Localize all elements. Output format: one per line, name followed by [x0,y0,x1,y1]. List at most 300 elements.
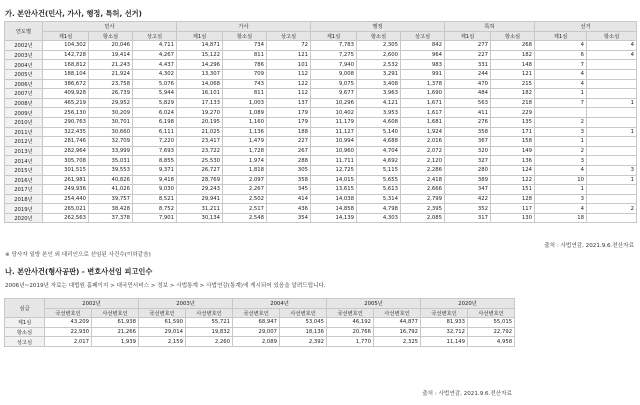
subheader: 항소심 [491,31,535,41]
table-cell: 10,960 [311,146,357,156]
table-row [5,337,515,347]
table-cell: 53,045 [280,318,327,328]
table-row [5,213,637,223]
table-cell: 15,122 [177,50,223,60]
table-cell: 30,134 [177,213,223,223]
table-cell: 20,766 [327,327,374,337]
table-cell: 13,615 [311,185,357,195]
subheader: 제1심 [535,31,587,41]
table-cell: 4 [587,50,637,60]
row-year: 2011년 [5,127,43,137]
table-cell: 2,532 [357,60,401,70]
table-cell: 44,877 [374,318,421,328]
year-header: 2004년 [233,299,327,309]
table-cell: 2,097 [223,175,267,185]
table-cell: 171 [491,127,535,137]
row-year: 2018년 [5,194,43,204]
table-cell: 983 [401,60,445,70]
table-cell: 1 [587,98,637,108]
table-cell: 142,728 [43,50,89,60]
table-cell: 55,721 [186,318,233,328]
table-cell: 1 [587,175,637,185]
table-cell: 811 [223,50,267,60]
table-cell: 13,307 [177,69,223,79]
row-year: 2010년 [5,117,43,127]
subheader: 사선변호인 [186,308,233,318]
subheader: 사선변호인 [374,308,421,318]
table-cell: 4 [535,41,587,51]
table-cell [535,108,587,118]
table-cell: 14,858 [311,204,357,214]
table-cell: 414 [267,194,311,204]
table-cell: 2,305 [357,41,401,51]
row-year: 2017년 [5,185,43,195]
table-cell: 8,855 [133,156,177,166]
subheader: 항소심 [357,31,401,41]
table-cell: 5,944 [133,89,177,99]
table-cell: 39,757 [89,194,133,204]
table-cell: 1,378 [401,79,445,89]
table-cell: 2,600 [357,50,401,60]
table-cell: 148 [491,60,535,70]
table-cell: 7,783 [311,41,357,51]
table-cell: 358 [267,175,311,185]
table-cell: 5,613 [357,185,401,195]
subheader: 국선변호인 [45,308,92,318]
table-cell: 2,016 [401,137,445,147]
table-cell: 9,371 [133,165,177,175]
row-year: 2012년 [5,137,43,147]
table-cell: 1,770 [327,337,374,347]
table-cell: 465,219 [43,98,89,108]
table-cell: 2,325 [374,337,421,347]
table-cell: 563 [445,98,491,108]
table-cell: 23,758 [89,79,133,89]
table-cell: 2 [535,117,587,127]
subheader: 사선변호인 [468,308,515,318]
subheader: 상고심 [401,31,445,41]
table-cell: 22,792 [468,327,515,337]
table-cell: 37,378 [89,213,133,223]
subheader: 상고심 [133,31,177,41]
table-cell: 9,008 [311,69,357,79]
table-cell: 4,437 [133,60,177,70]
table-cell: 14,015 [311,175,357,185]
table-cell: 2 [587,204,637,214]
table-row [5,50,637,60]
table-cell [587,79,637,89]
table-cell: 358 [445,127,491,137]
subheader: 제1심 [177,31,223,41]
table-cell: 1,671 [401,98,445,108]
subheader: 항소심 [223,31,267,41]
table-row [5,137,637,147]
table-cell: 182 [491,50,535,60]
table-cell: 1,617 [401,108,445,118]
table-cell: 151 [491,185,535,195]
table-cell: 367 [445,137,491,147]
table-cell: 354 [267,213,311,223]
table-cell: 1,681 [401,117,445,127]
table-cell: 29,014 [139,327,186,337]
table-cell: 29,952 [89,98,133,108]
table-cell [587,185,637,195]
table-row [5,60,637,70]
table-cell: 2,089 [233,337,280,347]
table-cell: 68,947 [233,318,280,328]
row-year: 2006년 [5,79,43,89]
table-cell: 4 [535,165,587,175]
table-cell: 276 [445,117,491,127]
table-cell: 5,076 [133,79,177,89]
table-cell: 267 [267,146,311,156]
table-cell: 17,133 [177,98,223,108]
table-cell: 4,798 [357,204,401,214]
row-year: 2019년 [5,204,43,214]
table-row [5,185,637,195]
table-cell: 2,085 [401,213,445,223]
table-cell: 811 [223,89,267,99]
table-cell: 389 [445,175,491,185]
table-cell: 4 [535,79,587,89]
table-cell: 254,440 [43,194,89,204]
table-cell: 352 [445,204,491,214]
table-cell: 9,075 [311,79,357,89]
table-cell: 28,769 [177,175,223,185]
subheader: 제1심 [445,31,491,41]
table-cell: 29,941 [177,194,223,204]
table-cell: 8,752 [133,204,177,214]
table-cell: 158 [491,137,535,147]
table-cell: 2,120 [401,156,445,166]
table-cell: 1 [535,137,587,147]
table-cell: 2,072 [401,146,445,156]
row-year: 2002년 [5,41,43,51]
table-cell: 261,981 [43,175,89,185]
table-cell: 282,964 [43,146,89,156]
table-cell: 991 [401,69,445,79]
table-cell: 124 [491,165,535,175]
row-year: 2015년 [5,165,43,175]
section1-note: ※ 당사자 일방 본인 외 대리인으로 선임된 사건수(이하같음) [5,252,151,258]
table-cell: 2,159 [139,337,186,347]
table-cell: 21,924 [89,69,133,79]
table-cell: 12,725 [311,165,357,175]
table-cell: 3 [535,194,587,204]
table-cell: 135 [491,117,535,127]
year-header: 2020년 [421,299,515,309]
table-row [5,146,637,156]
table-cell: 7,275 [311,50,357,60]
table-row [5,79,637,89]
table-cell: 6,024 [133,108,177,118]
table-cell: 26,739 [89,89,133,99]
table-cell: 709 [223,69,267,79]
subheader: 사선변호인 [92,308,139,318]
table-cell: 149 [491,146,535,156]
table-cell: 10,402 [311,108,357,118]
table-cell: 5,115 [357,165,401,175]
table-row [5,318,515,328]
table-row [5,327,515,337]
table-cell: 9,677 [311,89,357,99]
table-cell: 229 [491,108,535,118]
table-cell: 4,303 [357,213,401,223]
table-row [5,98,637,108]
table-cell [587,69,637,79]
table-cell [587,89,637,99]
table-cell: 121 [267,50,311,60]
table-cell: 1,939 [92,337,139,347]
table-cell: 842 [401,41,445,51]
subheader: 항소심 [89,31,133,41]
table-cell: 136 [491,156,535,166]
subheader: 사선변호인 [280,308,327,318]
table-cell: 19,270 [177,108,223,118]
table-cell: 23,722 [177,146,223,156]
subheader: 항소심 [587,31,637,41]
subheader: 국선변호인 [327,308,374,318]
table-cell: 30,209 [89,108,133,118]
table-cell: 322,435 [43,127,89,137]
row-year: 2005년 [5,69,43,79]
table-cell: 3,953 [357,108,401,118]
table-cell: 21,266 [92,327,139,337]
table-row [5,127,637,137]
table-cell: 1,136 [223,127,267,137]
table-cell: 168,812 [43,60,89,70]
table-cell: 35,031 [89,156,133,166]
table-cell: 1,728 [223,146,267,156]
table-cell: 2,267 [223,185,267,195]
table-cell: 2,502 [223,194,267,204]
subheader: 제1심 [43,31,89,41]
table-cell: 7,220 [133,137,177,147]
table-cell: 386,672 [43,79,89,89]
table-cell [587,156,637,166]
table-cell: 484 [445,89,491,99]
table-cell: 5,140 [357,127,401,137]
table-cell: 2,260 [186,337,233,347]
table-cell: 277 [445,41,491,51]
group-header: 행정 [311,22,445,32]
table-cell: 40,826 [89,175,133,185]
year-header: 2003년 [139,299,233,309]
table-cell: 6,111 [133,127,177,137]
row-year: 2013년 [5,146,43,156]
table-cell: 4 [535,204,587,214]
table-cell: 3,291 [357,69,401,79]
table-cell: 179 [267,108,311,118]
section2-title: 나. 본안사건(형사공판) - 변호사선임 피고인수 [5,267,153,276]
table-cell: 14,871 [177,41,223,51]
table-cell: 4 [587,41,637,51]
table-cell: 1,089 [223,108,267,118]
table-cell: 1,479 [223,137,267,147]
table-cell: 122 [491,175,535,185]
year-header: 2005년 [327,299,421,309]
table-cell: 786 [223,60,267,70]
table-cell: 4,267 [133,50,177,60]
section2-source: 출처 : 사법연감, 2021.9.6.전산자료 [422,391,512,397]
row-year: 2009년 [5,108,43,118]
table-cell: 9,418 [133,175,177,185]
table-cell: 301,515 [43,165,89,175]
table-cell: 422 [445,194,491,204]
table-cell: 327 [445,156,491,166]
table-cell: 2,395 [401,204,445,214]
table-cell: 11,179 [311,117,357,127]
table-cell: 227 [445,50,491,60]
table-cell: 5,314 [357,194,401,204]
table-cell: 30,660 [89,127,133,137]
subheader: 국선변호인 [421,308,468,318]
table-cell: 38,428 [89,204,133,214]
table-cell: 1 [535,185,587,195]
table-cell: 81,933 [421,318,468,328]
subheader: 국선변호인 [139,308,186,318]
table-cell: 409,928 [43,89,89,99]
table-cell: 305,708 [43,156,89,166]
table-cell: 14,139 [311,213,357,223]
table-cell: 20,046 [89,41,133,51]
table-cell: 4,692 [357,156,401,166]
table-cell: 256,130 [43,108,89,118]
table-cell: 1,690 [401,89,445,99]
table-cell [587,146,637,156]
table-cell: 72 [267,41,311,51]
table-cell: 7,693 [133,146,177,156]
table-cell: 43,209 [45,318,92,328]
table-cell: 3,408 [357,79,401,89]
table-cell: 2 [535,146,587,156]
table-cell: 411 [445,108,491,118]
table-cell: 46,192 [327,318,374,328]
table-cell: 137 [267,98,311,108]
table-cell: 61,938 [92,318,139,328]
table-cell: 14,296 [177,60,223,70]
table-cell: 32,712 [421,327,468,337]
table-cell: 280 [445,165,491,175]
table-cell: 1,818 [223,165,267,175]
table-cell: 29,007 [233,327,280,337]
table-cell: 6,198 [133,117,177,127]
table-cell: 22,930 [45,327,92,337]
table-cell: 1,160 [223,117,267,127]
table-cell: 1,924 [401,127,445,137]
table-cell [587,194,637,204]
table-cell: 4,121 [357,98,401,108]
table-cell: 7,901 [133,213,177,223]
table-cell: 104,302 [43,41,89,51]
table-cell: 1 [587,127,637,137]
table-cell: 39,553 [89,165,133,175]
group-header: 선거 [535,22,637,32]
row-year: 2004년 [5,60,43,70]
table-cell: 128 [491,194,535,204]
table-cell: 30,701 [89,117,133,127]
table-row [5,41,637,51]
table-cell: 2,517 [223,204,267,214]
table-cell: 112 [267,89,311,99]
group-header: 특허 [445,22,535,32]
table-cell: 347 [445,185,491,195]
table-row [5,194,637,204]
table-row [5,175,637,185]
table-cell: 734 [223,41,267,51]
table-row [5,165,637,175]
table-cell: 281,746 [43,137,89,147]
table-cell: 11,127 [311,127,357,137]
table-cell: 2,392 [280,337,327,347]
table-cell: 14,038 [311,194,357,204]
table-cell: 290,763 [43,117,89,127]
table-cell: 5,829 [133,98,177,108]
table-cell: 244 [445,69,491,79]
table-cell: 4,608 [357,117,401,127]
subheader: 상고심 [267,31,311,41]
table-cell: 10 [535,175,587,185]
table-cell: 743 [223,79,267,89]
table-cell: 122 [267,79,311,89]
table-row [5,69,637,79]
table-cell: 2,286 [401,165,445,175]
table-cell: 4,958 [468,337,515,347]
table-cell [587,108,637,118]
table-cell: 345 [267,185,311,195]
table-cell: 188,104 [43,69,89,79]
criminal-defendants-table [4,298,515,347]
table-cell: 317 [445,213,491,223]
table-cell: 215 [491,79,535,89]
table-cell: 436 [267,204,311,214]
table-cell: 4,688 [357,137,401,147]
table-cell [587,137,637,147]
row-level: 상고심 [5,337,45,347]
table-cell: 182 [491,89,535,99]
table-row [5,117,637,127]
row-level: 제1심 [5,318,45,328]
table-cell: 331 [445,60,491,70]
table-row [5,156,637,166]
table-cell: 20,195 [177,117,223,127]
table-cell: 33,999 [89,146,133,156]
table-cell: 19,414 [89,50,133,60]
table-cell: 4 [535,69,587,79]
subheader: 국선변호인 [233,308,280,318]
year-header: 연도별 [5,22,43,41]
table-cell: 21,243 [89,60,133,70]
table-cell: 964 [401,50,445,60]
table-cell: 19,832 [186,327,233,337]
table-cell: 11,711 [311,156,357,166]
table-cell: 7 [535,60,587,70]
table-cell: 6 [535,50,587,60]
civil-cases-table [4,21,637,223]
table-cell: 9,030 [133,185,177,195]
table-cell: 4,704 [357,146,401,156]
section1-title: 가. 본안사건(민사, 가사, 행정, 특허, 선거) [5,9,142,18]
row-year: 2008년 [5,98,43,108]
table-cell: 32,709 [89,137,133,147]
table-cell: 262,563 [43,213,89,223]
table-cell: 2,799 [401,194,445,204]
table-cell: 21,025 [177,127,223,137]
table-cell: 8,521 [133,194,177,204]
table-cell: 179 [267,117,311,127]
table-cell: 470 [445,79,491,89]
table-cell: 130 [491,213,535,223]
